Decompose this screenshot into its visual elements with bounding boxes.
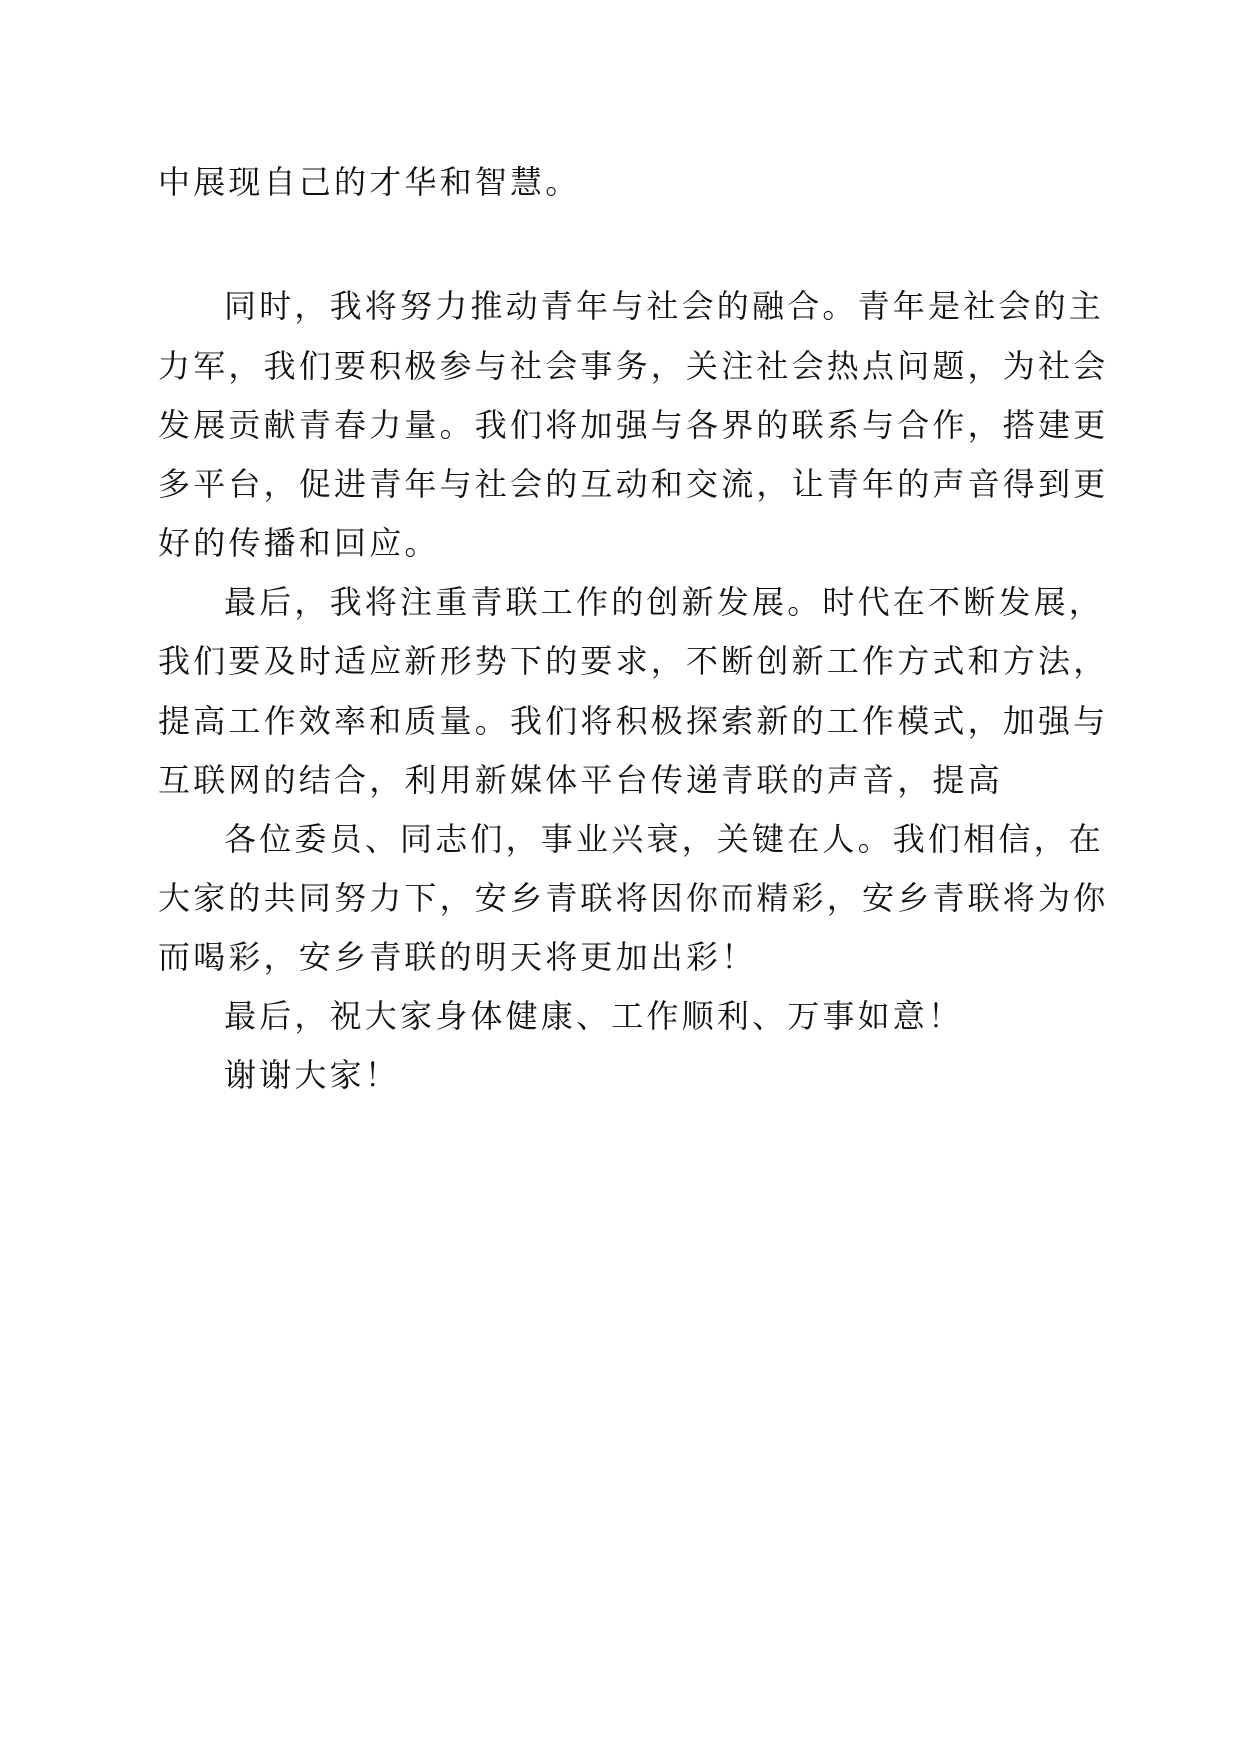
text-line: 而喝彩，安乡青联的明天将更加出彩！: [158, 938, 757, 976]
text-line: 力军，我们要积极参与社会事务，关注社会热点问题，为社会: [158, 347, 1109, 385]
paragraph-first-line: 最后，祝大家身体健康、工作顺利、万事如意！: [224, 997, 964, 1035]
closing-line: 谢谢大家！: [224, 1056, 401, 1094]
text-line: 中展现自己的才华和智慧。: [158, 163, 581, 201]
paragraph-first-line: 最后，我将注重青联工作的创新发展。时代在不断发展，: [224, 583, 1105, 621]
text-line: 发展贡献青春力量。我们将加强与各界的联系与合作，搭建更: [158, 406, 1109, 444]
paragraph-first-line: 同时，我将努力推动青年与社会的融合。青年是社会的主: [224, 287, 1105, 325]
text-line: 我们要及时适应新形势下的要求，不断创新工作方式和方法，: [158, 642, 1109, 680]
text-line: 大家的共同努力下，安乡青联将因你而精彩，安乡青联将为你: [158, 879, 1109, 917]
text-line: 多平台，促进青年与社会的互动和交流，让青年的声音得到更: [158, 465, 1109, 503]
text-line: 互联网的结合，利用新媒体平台传递青联的声音，提高: [158, 761, 1003, 799]
paragraph-first-line: 各位委员、同志们，事业兴衰，关键在人。我们相信，在: [224, 820, 1105, 858]
text-line: 好的传播和回应。: [158, 524, 440, 562]
text-line: 提高工作效率和质量。我们将积极探索新的工作模式，加强与: [158, 702, 1109, 740]
